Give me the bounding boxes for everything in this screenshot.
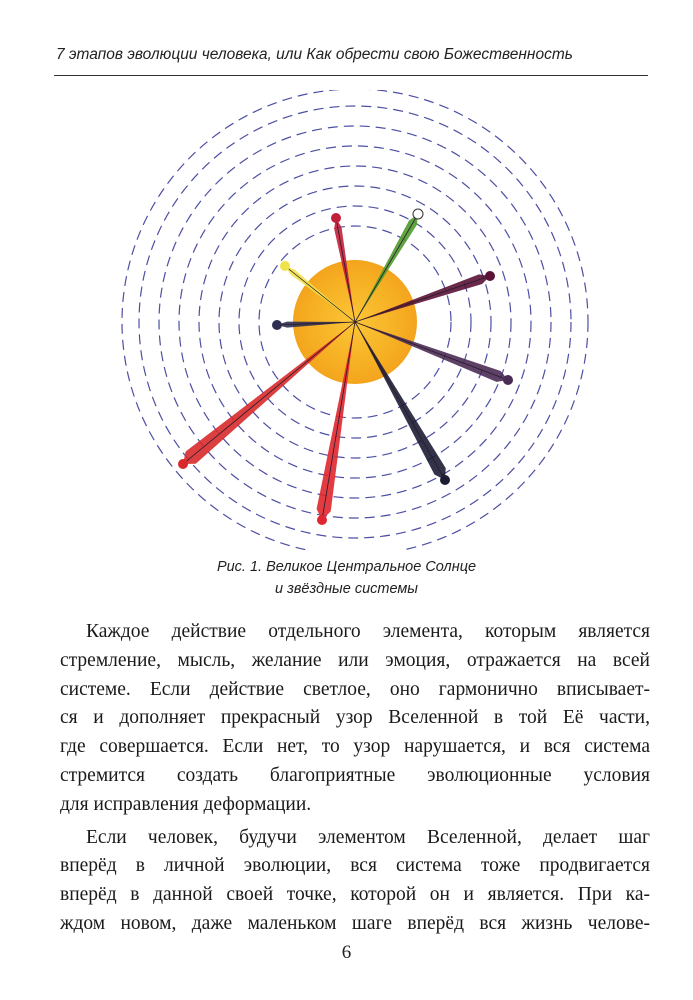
text-line: стремится создать благоприятные эволюционные условия bbox=[60, 764, 650, 786]
text-line: вперёд в личной эволюции, вся система тоже продвигается bbox=[60, 855, 650, 877]
star-node bbox=[317, 515, 327, 525]
caption-line-2: и звёздные системы bbox=[275, 581, 418, 597]
star-node bbox=[178, 459, 188, 469]
figure-caption bbox=[0, 556, 693, 600]
text-line: вперёд в данной своей точке, которой он и является. При ка- bbox=[60, 884, 650, 906]
star-node bbox=[331, 213, 341, 223]
star-node bbox=[503, 375, 513, 385]
header-rule bbox=[54, 75, 648, 76]
text-line: Если человек, будучи элементом Вселенной, делает шаг bbox=[86, 826, 650, 848]
text-line: стремление, мысль, желание или эмоция, отражается на всей bbox=[60, 649, 650, 671]
star-node bbox=[440, 475, 450, 485]
running-head: 7 этапов эволюции человека, или Как обрести свою Божественность bbox=[56, 46, 573, 63]
star-node bbox=[280, 261, 290, 271]
star-node bbox=[485, 271, 495, 281]
text-line: Каждое действие отдельного элемента, которым является bbox=[86, 621, 650, 642]
central-sun-star-systems-figure bbox=[110, 90, 590, 550]
body-text bbox=[60, 618, 650, 939]
paragraph-2 bbox=[60, 824, 650, 939]
ray-axis bbox=[183, 322, 355, 464]
star-node bbox=[413, 209, 423, 219]
text-line: системе. Если действие светлое, оно гармонично вписывает- bbox=[60, 678, 650, 700]
text-line: где совершается. Если нет, то узор нарушается, и вся система bbox=[60, 736, 650, 758]
text-line: для исправления деформации. bbox=[60, 793, 312, 815]
paragraph-1 bbox=[60, 618, 650, 820]
caption-line-1: Рис. 1. Великое Центральное Солнце bbox=[216, 559, 477, 575]
text-line: ждом новом, даже маленьком шаге вперёд вся жизнь челове- bbox=[60, 912, 650, 934]
text-line: ся и дополняет прекрасный узор Вселенной в той Её части, bbox=[60, 707, 650, 729]
star-node bbox=[272, 320, 282, 330]
page-number: 6 bbox=[341, 942, 352, 963]
